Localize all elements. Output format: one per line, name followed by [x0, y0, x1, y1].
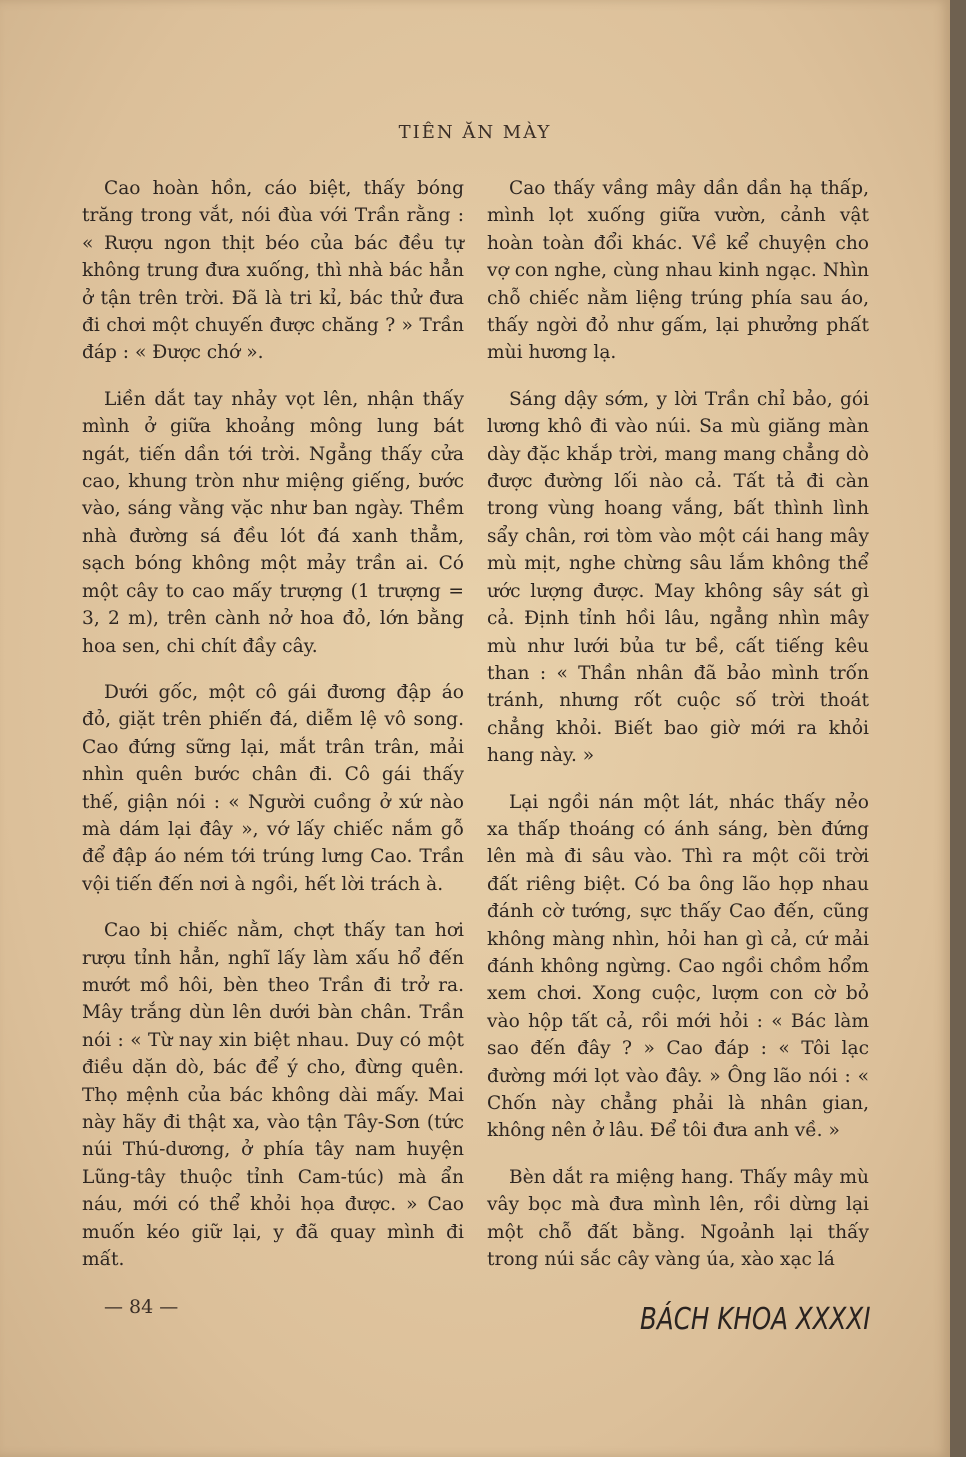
- paragraph: Liền dắt tay nhảy vọt lên, nhận thấy mình ở giữa khoảng mông lung bát ngát, tiến dần tới trời. Ngẳng thấy cửa cao, khung tròn như miệng giếng, bước vào, sáng vằng vặc như ban ngày. Thềm nhà đường sá đều lót đá xanh thẳm, sạch bóng không một mảy trần ai. Có một cây to cao mấy trượng (1 trượng = 3, 2 m), trên cành nở hoa đỏ, lớn bằng hoa sen, chi chít đầy cây.: [82, 388, 464, 657]
- right-column: [487, 175, 869, 1292]
- paragraph: Cao thấy vầng mây dần dần hạ thấp, mình lọt xuống giữa vườn, cảnh vật hoàn toàn đổi khác. Về kể chuyện cho vợ con nghe, cùng nhau kinh ngạc. Nhìn chỗ chiếc nằm liệng trúng phía sau áo, thấy ngời đỏ như gấm, lại phưởng phất mùi hương lạ.: [487, 178, 869, 364]
- paragraph: Cao hoàn hồn, cáo biệt, thấy bóng trăng trong vắt, nói đùa với Trần rằng : « Rượu ngon thịt béo của bác đều tự không trung đưa xuống, thì nhà bác hẳn ở tận trên trời. Đã là tri kỉ, bác thử đưa đi chơi một chuyến được chăng ? » Trần đáp : « Được chớ ».: [82, 178, 464, 364]
- paragraph: Sáng dậy sớm, y lời Trần chỉ bảo, gói lương khô đi vào núi. Sa mù giăng màn dày đặc khắp trời, mang mang chẳng dò được đường lối nào cả. Tất tả đi càn trong vùng hoang vắng, bất thình lình sẩy chân, rơi tòm vào một cái hang mây mù mịt, nghe chừng sâu lắm không thể ước lượng được. May không sây sát gì cả. Định tỉnh hồi lâu, ngẳng nhìn mây mù như lưới bủa tư bề, cất tiếng kêu than : « Thần nhân đã bảo mình trốn tránh, nhưng rốt cuộc số trời thoát chẳng khỏi. Biết bao giờ mới ra khỏi hang này. »: [487, 388, 869, 767]
- running-header: TIÊN ĂN MÀY: [398, 122, 552, 143]
- paragraph: Dưới gốc, một cô gái đương đập áo đỏ, giặt trên phiến đá, diễm lệ vô song. Cao đứng sững lại, mắt trân trân, mải nhìn quên bước chân đi. Cô gái thấy thế, giận nói : « Người cuồng ở xứ nào mà dám lại đây », vớ lấy chiếc nắm gỗ để đập áo ném tới trúng lưng Cao. Trần vội tiến đến nơi à ngồi, hết lời trách à.: [82, 681, 464, 895]
- paragraph: Lại ngồi nán một lát, nhác thấy nẻo xa thấp thoáng có ánh sáng, bèn đứng lên mà đi sâu vào. Thì ra một cõi trời đất riêng biệt. Có ba ông lão họp nhau đánh cờ tướng, sực thấy Cao đến, cũng không màng nhìn, hỏi han gì cả, cứ mải đánh không ngừng. Cao ngồi chồm hổm xem chơi. Xong cuộc, lượm con cờ bỏ vào hộp tất cả, rồi mới hỏi : « Bác làm sao đến đây ? » Cao đáp : « Tôi lạc đường mới lọt vào đây. » Ông lão nói : « Chốn này chẳng phải là nhân gian, không nên ở lâu. Để tôi đưa anh về. »: [487, 791, 869, 1142]
- magazine-brand: BÁCH KHOA XXXXI: [640, 1302, 871, 1337]
- paragraph: Cao bị chiếc nằm, chợt thấy tan hơi rượu tỉnh hẳn, nghĩ lấy làm xấu hổ đến mướt mồ hôi, bèn theo Trần đi trở ra. Mây trắng dùn lên dưới bàn chân. Trần nói : « Từ nay xin biệt nhau. Duy có một điều dặn dò, bác để ý cho, đừng quên. Thọ mệnh của bác không dài mấy. Mai này hãy đi thật xa, vào tận Tây-Sơn (tức núi Thú-dương, ở phía tây nam huyện Lũng-tây thuộc tỉnh Cam-túc) mà ẩn náu, mới có thể khỏi họa được. » Cao muốn kéo giữ lại, y đã quay mình đi mất.: [82, 920, 464, 1271]
- page-number: — 84 —: [104, 1296, 179, 1318]
- left-column: [82, 175, 464, 1292]
- paragraph: Bèn dắt ra miệng hang. Thấy mây mù vây bọc mà đưa mình lên, rồi dừng lại một chỗ đất bằng. Ngoảnh lại thấy trong núi sắc cây vàng úa, xào xạc lá: [487, 1166, 869, 1271]
